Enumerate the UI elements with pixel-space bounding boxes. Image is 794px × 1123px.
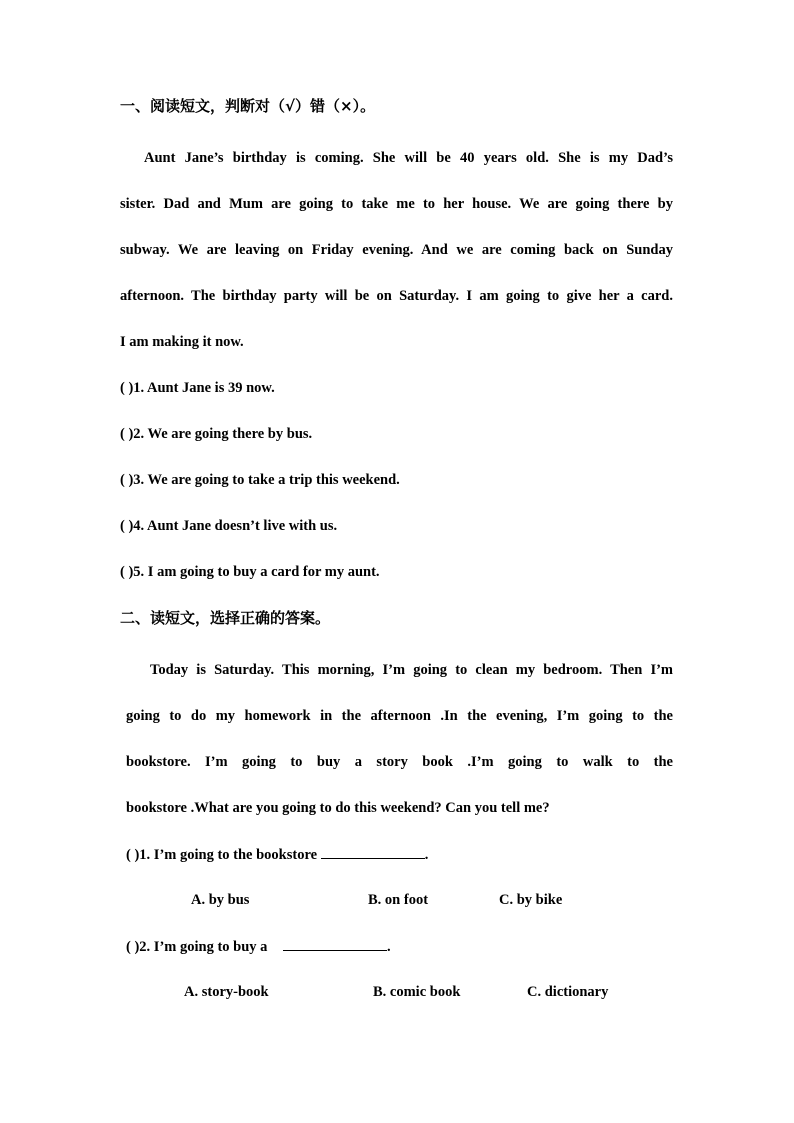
section1-heading: 一、阅读短文，判断对（√）错（×）。	[120, 97, 376, 115]
passage1-line-5: I am making it now.	[120, 334, 244, 350]
answer-paren[interactable]: ( )	[120, 564, 134, 580]
option-b[interactable]: B. comic book	[373, 984, 461, 1000]
question1-4	[120, 516, 673, 536]
answer-paren[interactable]: ( )	[120, 426, 134, 442]
question-end: .	[424, 847, 429, 863]
passage1-line-4: afternoon. The birthday party will be on Saturday. I am going to give her a card.	[120, 288, 673, 304]
passage2-line-4: bookstore .What are you going to do this weekend? Can you tell me?	[126, 800, 550, 816]
section2-heading: 二、读短文，选择正确的答案。	[120, 609, 331, 627]
question1-2	[120, 424, 673, 444]
question1-1	[120, 378, 673, 398]
passage2-line-2: going to do my homework in the afternoon .In the evening, I’m going to the	[126, 708, 673, 724]
option-b[interactable]: B. on foot	[368, 892, 429, 908]
answer-blank[interactable]	[321, 844, 425, 859]
answer-blank[interactable]	[283, 936, 387, 951]
question1-3	[120, 470, 673, 490]
question-text: 4. Aunt Jane doesn’t live with us.	[133, 518, 338, 534]
answer-paren[interactable]: ( )	[120, 380, 134, 396]
passage2-line-1: Today is Saturday. This morning, I’m going to clean my bedroom. Then I’m	[150, 662, 673, 678]
passage1-line-2: sister. Dad and Mum are going to take me to her house. We are going there by	[120, 196, 673, 212]
answer-paren[interactable]: ( )	[126, 847, 140, 863]
passage1-line-3: subway. We are leaving on Friday evening. And we are coming back on Sunday	[120, 242, 673, 258]
option-c[interactable]: C. dictionary	[527, 984, 609, 1000]
question-text: 5. I am going to buy a card for my aunt.	[133, 564, 380, 580]
passage1-line-1: Aunt Jane’s birthday is coming. She will be 40 years old. She is my Dad’s	[144, 150, 673, 166]
question-text: 2. We are going there by bus.	[133, 426, 313, 442]
question2-2	[126, 936, 679, 957]
question-text: 1. I’m going to the bookstore	[139, 847, 318, 863]
passage2-line-3: bookstore. I’m going to buy a story book .I’m going to walk to the	[126, 754, 673, 770]
question2-1	[126, 844, 679, 865]
answer-paren[interactable]: ( )	[120, 472, 134, 488]
question-end: .	[387, 939, 391, 955]
question1-5	[120, 562, 673, 582]
option-a[interactable]: A. by bus	[191, 892, 250, 908]
option-a[interactable]: A. story-book	[184, 984, 269, 1000]
option-c[interactable]: C. by bike	[499, 892, 563, 908]
question-text: 1. Aunt Jane is 39 now.	[133, 380, 275, 396]
answer-paren[interactable]: ( )	[120, 518, 134, 534]
question-text: 2. I’m going to buy a	[139, 939, 268, 955]
question-text: 3. We are going to take a trip this weekend.	[133, 472, 400, 488]
answer-paren[interactable]: ( )	[126, 939, 140, 955]
